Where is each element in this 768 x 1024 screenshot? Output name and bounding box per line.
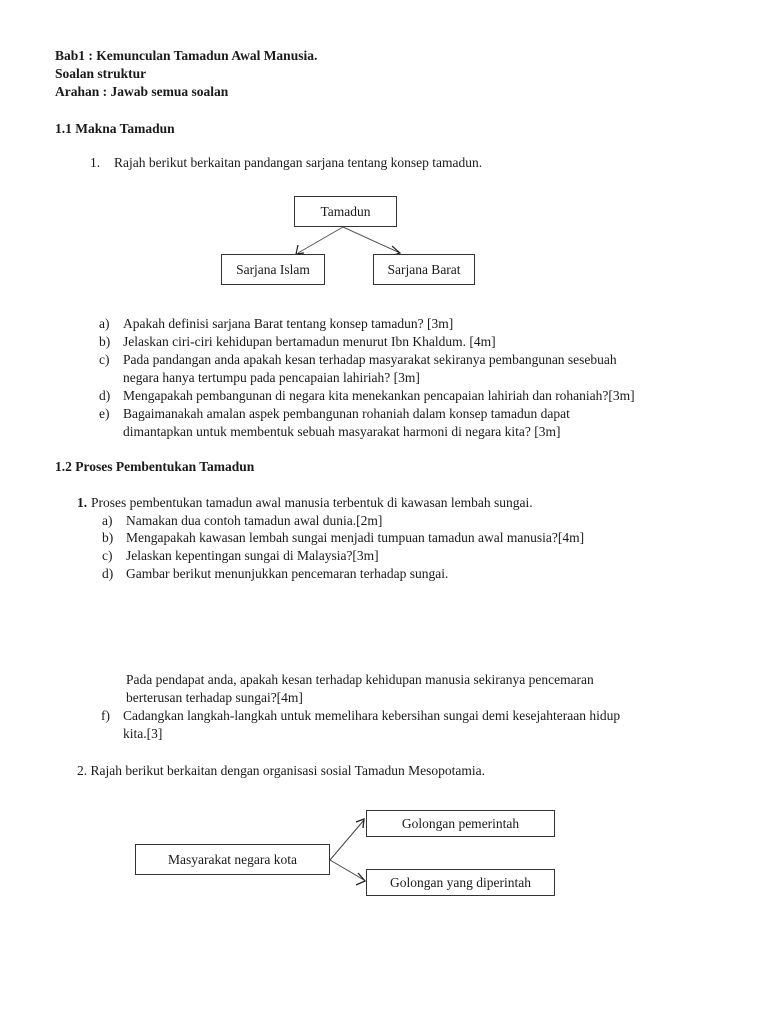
doc-chapter-title: Bab1 : Kemunculan Tamadun Awal Manusia. [55,48,318,63]
s2-item-d-label: d) [102,566,114,581]
s2-item-a-text: Namakan dua contoh tamadun awal dunia.[2m] [126,513,383,528]
doc-subtitle: Soalan struktur [55,66,147,81]
s2-item-d-followup-line1: Pada pendapat anda, apakah kesan terhadap kehidupan manusia sekiranya pencemaran [126,672,594,687]
item-c-text-line2: negara hanya tertumpu pada pencapaian lahiriah? [3m] [123,370,420,385]
item-c-label: c) [99,352,110,367]
item-e-label: e) [99,406,110,421]
s2-item-d-followup-line2: berterusan terhadap sungai?[4m] [126,690,303,705]
s2-item-b-text: Mengapakah kawasan lembah sungai menjadi tumpuan tamadun awal manusia?[4m] [126,530,585,545]
diagram-box-sarjana-islam: Sarjana Islam [221,254,325,285]
item-d-label: d) [99,388,111,403]
diagram-box-sarjana-barat: Sarjana Barat [373,254,475,285]
item-e-text-line1: Bagaimanakah amalan aspek pembangunan rohaniah dalam konsep tamadun dapat [123,406,570,421]
item-e-text-line2: dimantapkan untuk membentuk sebuah masyarakat harmoni di negara kita? [3m] [123,424,561,439]
doc-instruction: Arahan : Jawab semua soalan [55,84,229,99]
s2-item-a-label: a) [102,513,113,528]
question-text: Rajah berikut berkaitan pandangan sarjana tentang konsep tamadun. [114,155,483,170]
s2-item-f-label: f) [101,708,110,723]
diagram-box-masyarakat: Masyarakat negara kota [135,844,330,875]
diagram-box-diperintah: Golongan yang diperintah [366,869,555,896]
item-c-text-line1: Pada pandangan anda apakah kesan terhadap masyarakat sekiranya pembangunan sesebuah [123,352,617,367]
question-number-2: 1. [77,495,88,510]
item-d-text: Mengapakah pembangunan di negara kita menekankan pencapaian lahiriah dan rohaniah?[3m] [123,388,635,403]
connector-to-pemerintah [330,820,364,860]
s2-item-b-label: b) [102,530,114,545]
arrowhead-up [356,819,364,828]
s2-item-f-text-line2: kita.[3] [123,726,163,741]
item-a-label: a) [99,316,110,331]
connector-to-diperintah [330,860,364,880]
item-a-text: Apakah definisi sarjana Barat tentang konsep tamadun? [3m] [123,316,454,331]
arrowhead-down [356,873,365,885]
section-1-2-title: 1.2 Proses Pembentukan Tamadun [55,459,255,474]
s2-item-c-label: c) [102,548,113,563]
diagram-box-tamadun: Tamadun [294,196,397,227]
question-number: 1. [90,155,101,170]
item-b-label: b) [99,334,111,349]
diagram-box-pemerintah: Golongan pemerintah [366,810,555,837]
question-text-2: Proses pembentukan tamadun awal manusia terbentuk di kawasan lembah sungai. [91,495,533,510]
s2-item-c-text: Jelaskan kepentingan sungai di Malaysia?[3m] [126,548,379,563]
section-1-1-title: 1.1 Makna Tamadun [55,121,175,136]
s2-item-f-text-line1: Cadangkan langkah-langkah untuk memelihara kebersihan sungai demi kesejahteraan hidup [123,708,621,723]
question-2-text: 2. Rajah berikut berkaitan dengan organisasi sosial Tamadun Mesopotamia. [77,763,485,778]
item-b-text: Jelaskan ciri-ciri kehidupan bertamadun menurut Ibn Khaldum. [4m] [123,334,496,349]
s2-item-d-text: Gambar berikut menunjukkan pencemaran terhadap sungai. [126,566,449,581]
